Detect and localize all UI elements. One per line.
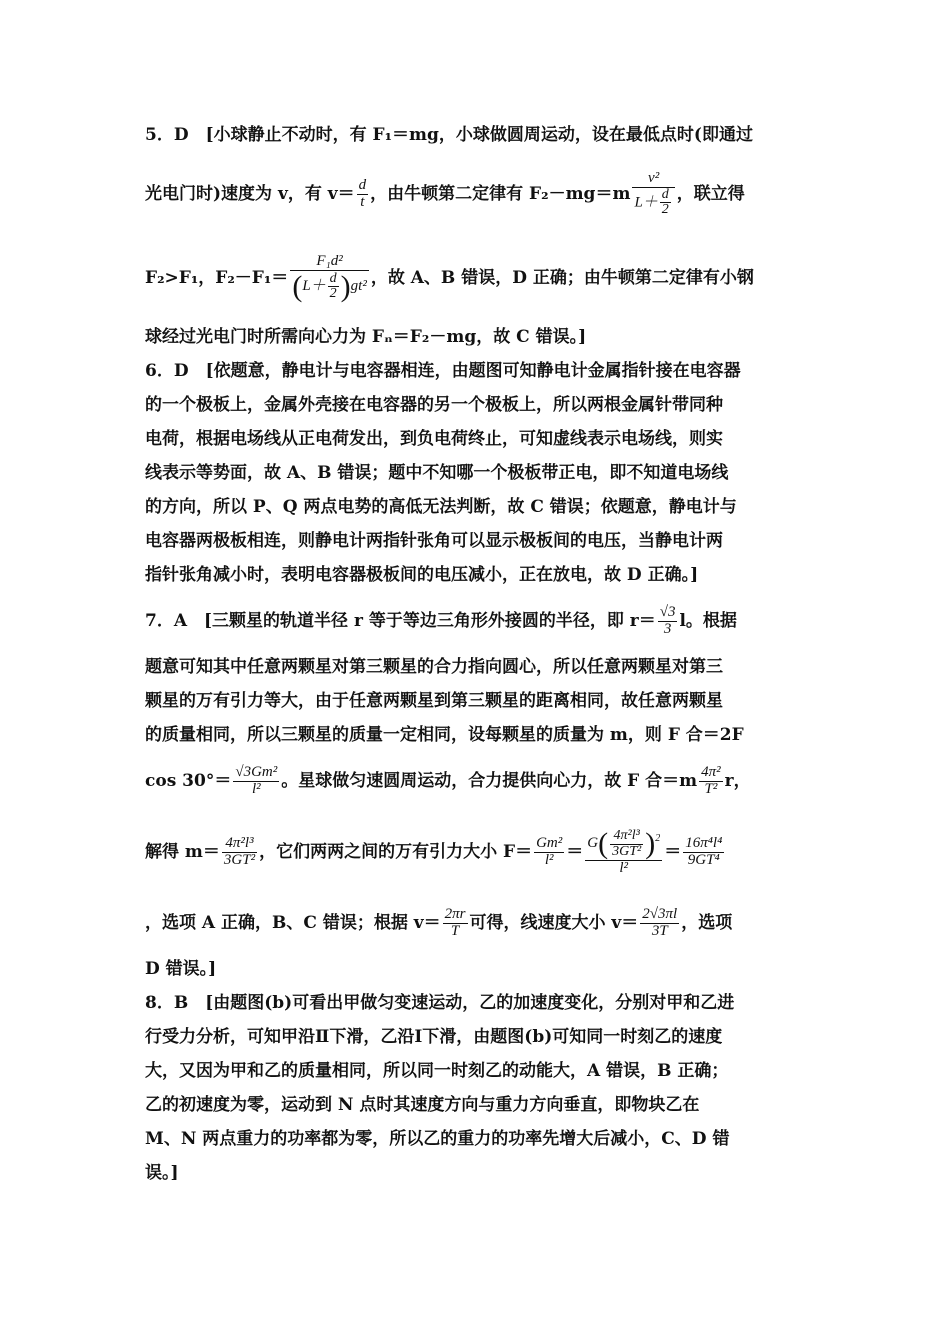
- q8-line: 行受力分析，可知甲沿Ⅱ下滑，乙沿Ⅰ下滑，由题图(b)可知同一时刻乙的速度: [145, 1027, 723, 1047]
- q6-line: 线表示等势面，故 A、B 错误；题中不知哪一个极板带正电，即不知道电场线: [145, 463, 729, 483]
- q7-line-1: 7．A [三颗星的轨道半径 r 等于等边三角形外接圆的半径，即 r＝ $\frac{√3}{3}$ l。根据: [145, 604, 737, 637]
- fraction-result: $\frac{\text{16π⁴l⁴}}{\text{9GT⁴}}$: [685, 835, 723, 868]
- fraction-d-over-2b: $\frac{d}{2}$: [329, 270, 337, 302]
- q7-line-4: 的质量相同，所以三颗星的质量一定相同，设每颗星的质量为 m，则 F 合＝2F: [145, 725, 744, 745]
- fraction-nested: G( $\frac{\text{4π²l³}}{\text{3GT²}}$ )$^2$ l²: [587, 827, 661, 876]
- fraction-sqrt3gm2-over-l2: $\frac{\text{√3Gm²}}{\text{l²}}$: [235, 764, 278, 797]
- fraction-2pir-over-t: $\frac{2\pi r}{T}$: [444, 906, 466, 939]
- answer-8: [145, 986, 807, 1190]
- fraction-velocity: $\frac{2√3\pi l}{3T}$: [642, 906, 678, 939]
- q8-line: 8．B [由题图(b)可看出甲做匀变速运动，乙的加速度变化，分别对甲和乙进: [145, 993, 735, 1013]
- answer-page: [145, 118, 807, 1190]
- q8-line: 误。]: [145, 1163, 179, 1183]
- q8-line: M、N 两点重力的功率都为零，所以乙的重力的功率先增大后减小，C、D 错: [145, 1129, 730, 1149]
- q7-line-7: ，选项 A 正确，B、C 错误；根据 v＝ $\frac{2\pi r}{T}$ 可得，线速度大小 v＝ $\frac{2√3\pi l}{3T}$ ，选项: [145, 906, 733, 939]
- answer-6: [145, 354, 807, 592]
- q6-line: 的一个极板上，金属外壳接在电容器的另一个极板上，所以两根金属针带同种: [145, 395, 723, 415]
- q5-line-2: 光电门时)速度为 v，有 v＝ $\frac{d}{t}$ ，由牛顿第二定律有 F₂－mg＝m v² L＋ $\frac{d}{2}$ ，联立得: [145, 169, 745, 218]
- fraction-f1d2-over-expr: F₁d² (L＋ $\frac{d}{2}$ )gt²: [292, 253, 367, 304]
- q7-line-8: D 错误。]: [145, 959, 217, 979]
- fraction-4pi2-over-t2: $\frac{\text{4π²}}{\text{T²}}$: [701, 764, 721, 797]
- q5-line-4: 球经过光电门时所需向心力为 Fₙ＝F₂－mg，故 C 错误。]: [145, 327, 587, 347]
- q6-line: 指针张角减小时，表明电容器极板间的电压减小，正在放电，故 D 正确。]: [145, 565, 699, 585]
- q6-line: 电荷，根据电场线从正电荷发出，到负电荷终止，可知虚线表示电场线，则实: [145, 429, 723, 449]
- q7-line-2: 题意可知其中任意两颗星对第三颗星的合力指向圆心，所以任意两颗星对第三: [145, 657, 723, 677]
- fraction-d-over-t: $\frac{d}{t}$: [358, 177, 367, 210]
- q7-line-6: 解得 m＝ $\frac{\text{4π²l³}}{\text{3GT²}}$ ，它们两两之间的万有引力大小 F＝ $\frac{\text{Gm²}}{\text{l²}}$ ＝ G( $\frac{\text{4π²l³}}{\text{3GT²}}$ )$^2$ l² ＝ $\frac{\text{16π⁴l⁴}}{\text{9GT⁴}}$: [145, 827, 723, 876]
- fraction-inner: $\frac{\text{4π²l³}}{\text{3GT²}}$: [612, 827, 642, 859]
- fraction-gm2-over-l2: $\frac{\text{Gm²}}{\text{l²}}$: [536, 835, 563, 868]
- fraction-sqrt3-over-3: $\frac{√3}{3}$: [659, 604, 676, 637]
- q6-line: 电容器两极板相连，则静电计两指针张角可以显示极板间的电压，当静电计两: [145, 531, 723, 551]
- q5-line-3: F₂>F₁，F₂－F₁＝ F₁d² (L＋ $\frac{d}{2}$ )gt² ，故 A、B 错误，D 正确；由牛顿第二定律有小钢: [145, 253, 754, 304]
- q7-line-5: cos 30°＝ $\frac{\text{√3Gm²}}{\text{l²}}$ 。星球做匀速圆周运动，合力提供向心力，故 F 合＝m $\frac{\text{4π²}}{\text{T²}}$ r，: [145, 764, 751, 797]
- fraction-d-over-2: $\frac{d}{2}$: [661, 186, 669, 218]
- q8-line: 乙的初速度为零，运动到 N 点时其速度方向与重力方向垂直，即物块乙在: [145, 1095, 700, 1115]
- q8-line: 大，又因为甲和乙的质量相同，所以同一时刻乙的动能大，A 错误，B 正确；: [145, 1061, 729, 1081]
- q6-line: 的方向，所以 P、Q 两点电势的高低无法判断，故 C 错误；依题意，静电计与: [145, 497, 737, 517]
- answer-7: [145, 592, 807, 986]
- answer-5: [145, 118, 807, 354]
- fraction-v2-over-l: v² L＋ $\frac{d}{2}$: [632, 171, 674, 218]
- fraction-mass: $\frac{\text{4π²l³}}{\text{3GT²}}$: [223, 835, 256, 868]
- q6-line: 6．D [依题意，静电计与电容器相连，由题图可知静电计金属指针接在电容器: [145, 361, 741, 381]
- q7-line-3: 颗星的万有引力等大，由于任意两颗星到第三颗星的距离相同，故任意两颗星: [145, 691, 723, 711]
- q5-line-1: 5．D [小球静止不动时，有 F₁＝mg，小球做圆周运动，设在最低点时(即通过: [145, 125, 753, 145]
